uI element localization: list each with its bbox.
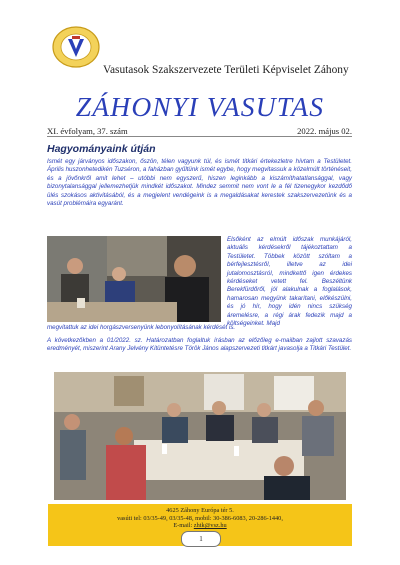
issue-volume: XI. évfolyam, 37. szám bbox=[47, 126, 128, 136]
meeting-photo-2 bbox=[54, 372, 346, 500]
meeting-photo-1 bbox=[47, 236, 221, 322]
article-title: Hagyományaink útján bbox=[47, 143, 156, 155]
masthead-title: ZÁHONYI VASUTAS bbox=[75, 91, 325, 122]
article-paragraph-1: Ismét egy járványos időszakon, őszön, télen vagyunk túl, és ismét titkári értekezletre hívtam a Testületet. Április huszonhetedikén Tuzséron, a faházban gyűltünk ismét egybe, hogy megvitassuk a közelmúlt történéseit, és a jövőnkről amit lehet – utóbbi nem egyszerű, hiszen leginkább a kiszámíthatatlansággal, vagy bizonytalansággal jellemezhetjük mindkét időszakot. Mindez semmit nem vont le a fél tizenegykor kezdődő ülés szokásos aktivitásából, és a megjelent vendégeink is a megaldásakat kerestek szakszervezetünk és a vasút problémáira egyaránt. bbox=[47, 158, 352, 208]
footer-address: 4625 Záhony Európa tér 5. bbox=[166, 507, 234, 514]
article-paragraph-2: Elsőként az elmúlt időszak munkájáról, aktuális kérdésekről tájékoztattam a Testületet. Többek között szóltam a bérfejlesztésről, illetve az idei jutalomosztásról, mindkettő igen érdekes kérdéseket vetett fel. Beszéltünk Berekfürdőről, jól alakulnak a foglalások, hamarosan megyünk takarítani, előkészülni, és jó hír, hogy idén nincs szükség áremelésre, a régi árak fedezik majd a költségeinket. Majd bbox=[227, 236, 352, 328]
organization-name: Vasutasok Szakszervezete Területi Képviselet Záhony bbox=[103, 64, 349, 76]
issue-info-line bbox=[47, 126, 352, 137]
footer-email-label: E-mail: bbox=[173, 522, 193, 530]
union-logo bbox=[51, 25, 101, 69]
footer-email-line bbox=[48, 522, 352, 530]
article-paragraph-3: megvitattuk az idei horgászversenyünk lebonyolításának kérdését is. bbox=[47, 324, 236, 331]
footer-phones: vasúti tel: 03/35-49, 03/35-48, mobil: 30-386-6083, 20-286-1440, bbox=[117, 514, 283, 522]
article-paragraph-4: A következőkben a 01/2022. sz. Határozatban foglaltuk írásban az előzőleg e-mailban zajlott szavazás eredményét, miszerint Arany Jelvény Kitüntetésre Török János alapszervezeti titkárt javasolja a Titkári Testület. bbox=[47, 337, 352, 353]
footer-email-link[interactable]: zhtk@vsz.hu bbox=[193, 522, 227, 530]
page-number: 1 bbox=[181, 531, 221, 547]
issue-date: 2022. május 02. bbox=[297, 126, 352, 136]
